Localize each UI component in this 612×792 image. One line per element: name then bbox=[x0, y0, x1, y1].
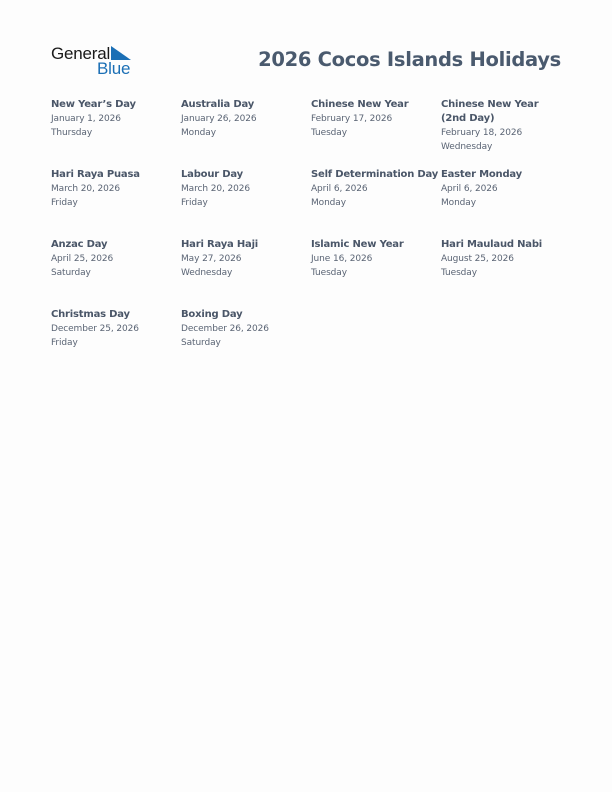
holiday-item bbox=[311, 168, 441, 210]
holiday-date: April 6, 2026 bbox=[311, 184, 368, 194]
logo-word-general: General bbox=[51, 44, 111, 63]
holiday-name: Australia Day bbox=[181, 99, 255, 110]
holiday-item bbox=[181, 98, 305, 140]
holiday-weekday: Wednesday bbox=[181, 268, 233, 278]
holiday-date: March 20, 2026 bbox=[181, 184, 250, 194]
holiday-weekday: Wednesday bbox=[441, 142, 493, 152]
holiday-weekday: Saturday bbox=[181, 338, 221, 348]
holiday-item bbox=[181, 308, 305, 350]
holiday-weekday: Monday bbox=[311, 198, 346, 208]
holiday-weekday: Monday bbox=[181, 128, 216, 138]
holiday-name: Chinese New Year bbox=[311, 99, 409, 110]
holiday-weekday: Friday bbox=[181, 198, 208, 208]
holiday-name: Islamic New Year bbox=[311, 239, 404, 250]
holiday-name: Christmas Day bbox=[51, 309, 130, 320]
holiday-name: Easter Monday bbox=[441, 169, 522, 180]
holiday-date: May 27, 2026 bbox=[181, 254, 242, 264]
holiday-date: August 25, 2026 bbox=[441, 254, 514, 264]
holiday-weekday: Friday bbox=[51, 198, 78, 208]
holiday-weekday: Tuesday bbox=[441, 268, 477, 278]
holiday-date: June 16, 2026 bbox=[311, 254, 373, 264]
holiday-name: Hari Raya Haji bbox=[181, 239, 259, 250]
holiday-item bbox=[311, 98, 441, 140]
holiday-weekday: Thursday bbox=[51, 128, 93, 138]
holiday-item bbox=[51, 308, 175, 350]
holiday-date: January 26, 2026 bbox=[181, 114, 257, 124]
holiday-item bbox=[51, 98, 175, 140]
holiday-item bbox=[181, 168, 305, 210]
holiday-date: February 18, 2026 bbox=[441, 128, 523, 138]
holiday-weekday: Saturday bbox=[51, 268, 91, 278]
holiday-weekday: Tuesday bbox=[311, 268, 347, 278]
holiday-weekday: Tuesday bbox=[311, 128, 347, 138]
holiday-item bbox=[181, 238, 305, 280]
holiday-name: Boxing Day bbox=[181, 309, 243, 320]
holiday-item bbox=[51, 238, 175, 280]
holiday-date: January 1, 2026 bbox=[51, 114, 121, 124]
holiday-date: April 25, 2026 bbox=[51, 254, 114, 264]
holiday-date: December 25, 2026 bbox=[51, 324, 139, 334]
holiday-date: April 6, 2026 bbox=[441, 184, 498, 194]
holiday-date: February 17, 2026 bbox=[311, 114, 393, 124]
holiday-item bbox=[441, 168, 565, 210]
logo-triangle-icon bbox=[111, 46, 131, 60]
holiday-weekday: Monday bbox=[441, 198, 476, 208]
holiday-weekday: Friday bbox=[51, 338, 78, 348]
holiday-item bbox=[441, 98, 565, 154]
holiday-name: Anzac Day bbox=[51, 239, 108, 250]
holiday-item bbox=[441, 238, 565, 280]
holiday-name: Hari Maulaud Nabi bbox=[441, 239, 543, 250]
page-title: 2026 Cocos Islands Holidays bbox=[258, 48, 561, 71]
holiday-name: Chinese New Year (2nd Day) bbox=[441, 99, 539, 124]
holiday-date: December 26, 2026 bbox=[181, 324, 269, 334]
holiday-name: Labour Day bbox=[181, 169, 243, 180]
holiday-name: Self Determination Day bbox=[311, 169, 439, 180]
holiday-date: March 20, 2026 bbox=[51, 184, 120, 194]
generalblue-logo bbox=[51, 44, 141, 78]
holiday-name: Hari Raya Puasa bbox=[51, 169, 140, 180]
holiday-item bbox=[51, 168, 175, 210]
logo-word-blue: Blue bbox=[97, 59, 131, 78]
holiday-item bbox=[311, 238, 441, 280]
holiday-name: New Year’s Day bbox=[51, 99, 136, 110]
